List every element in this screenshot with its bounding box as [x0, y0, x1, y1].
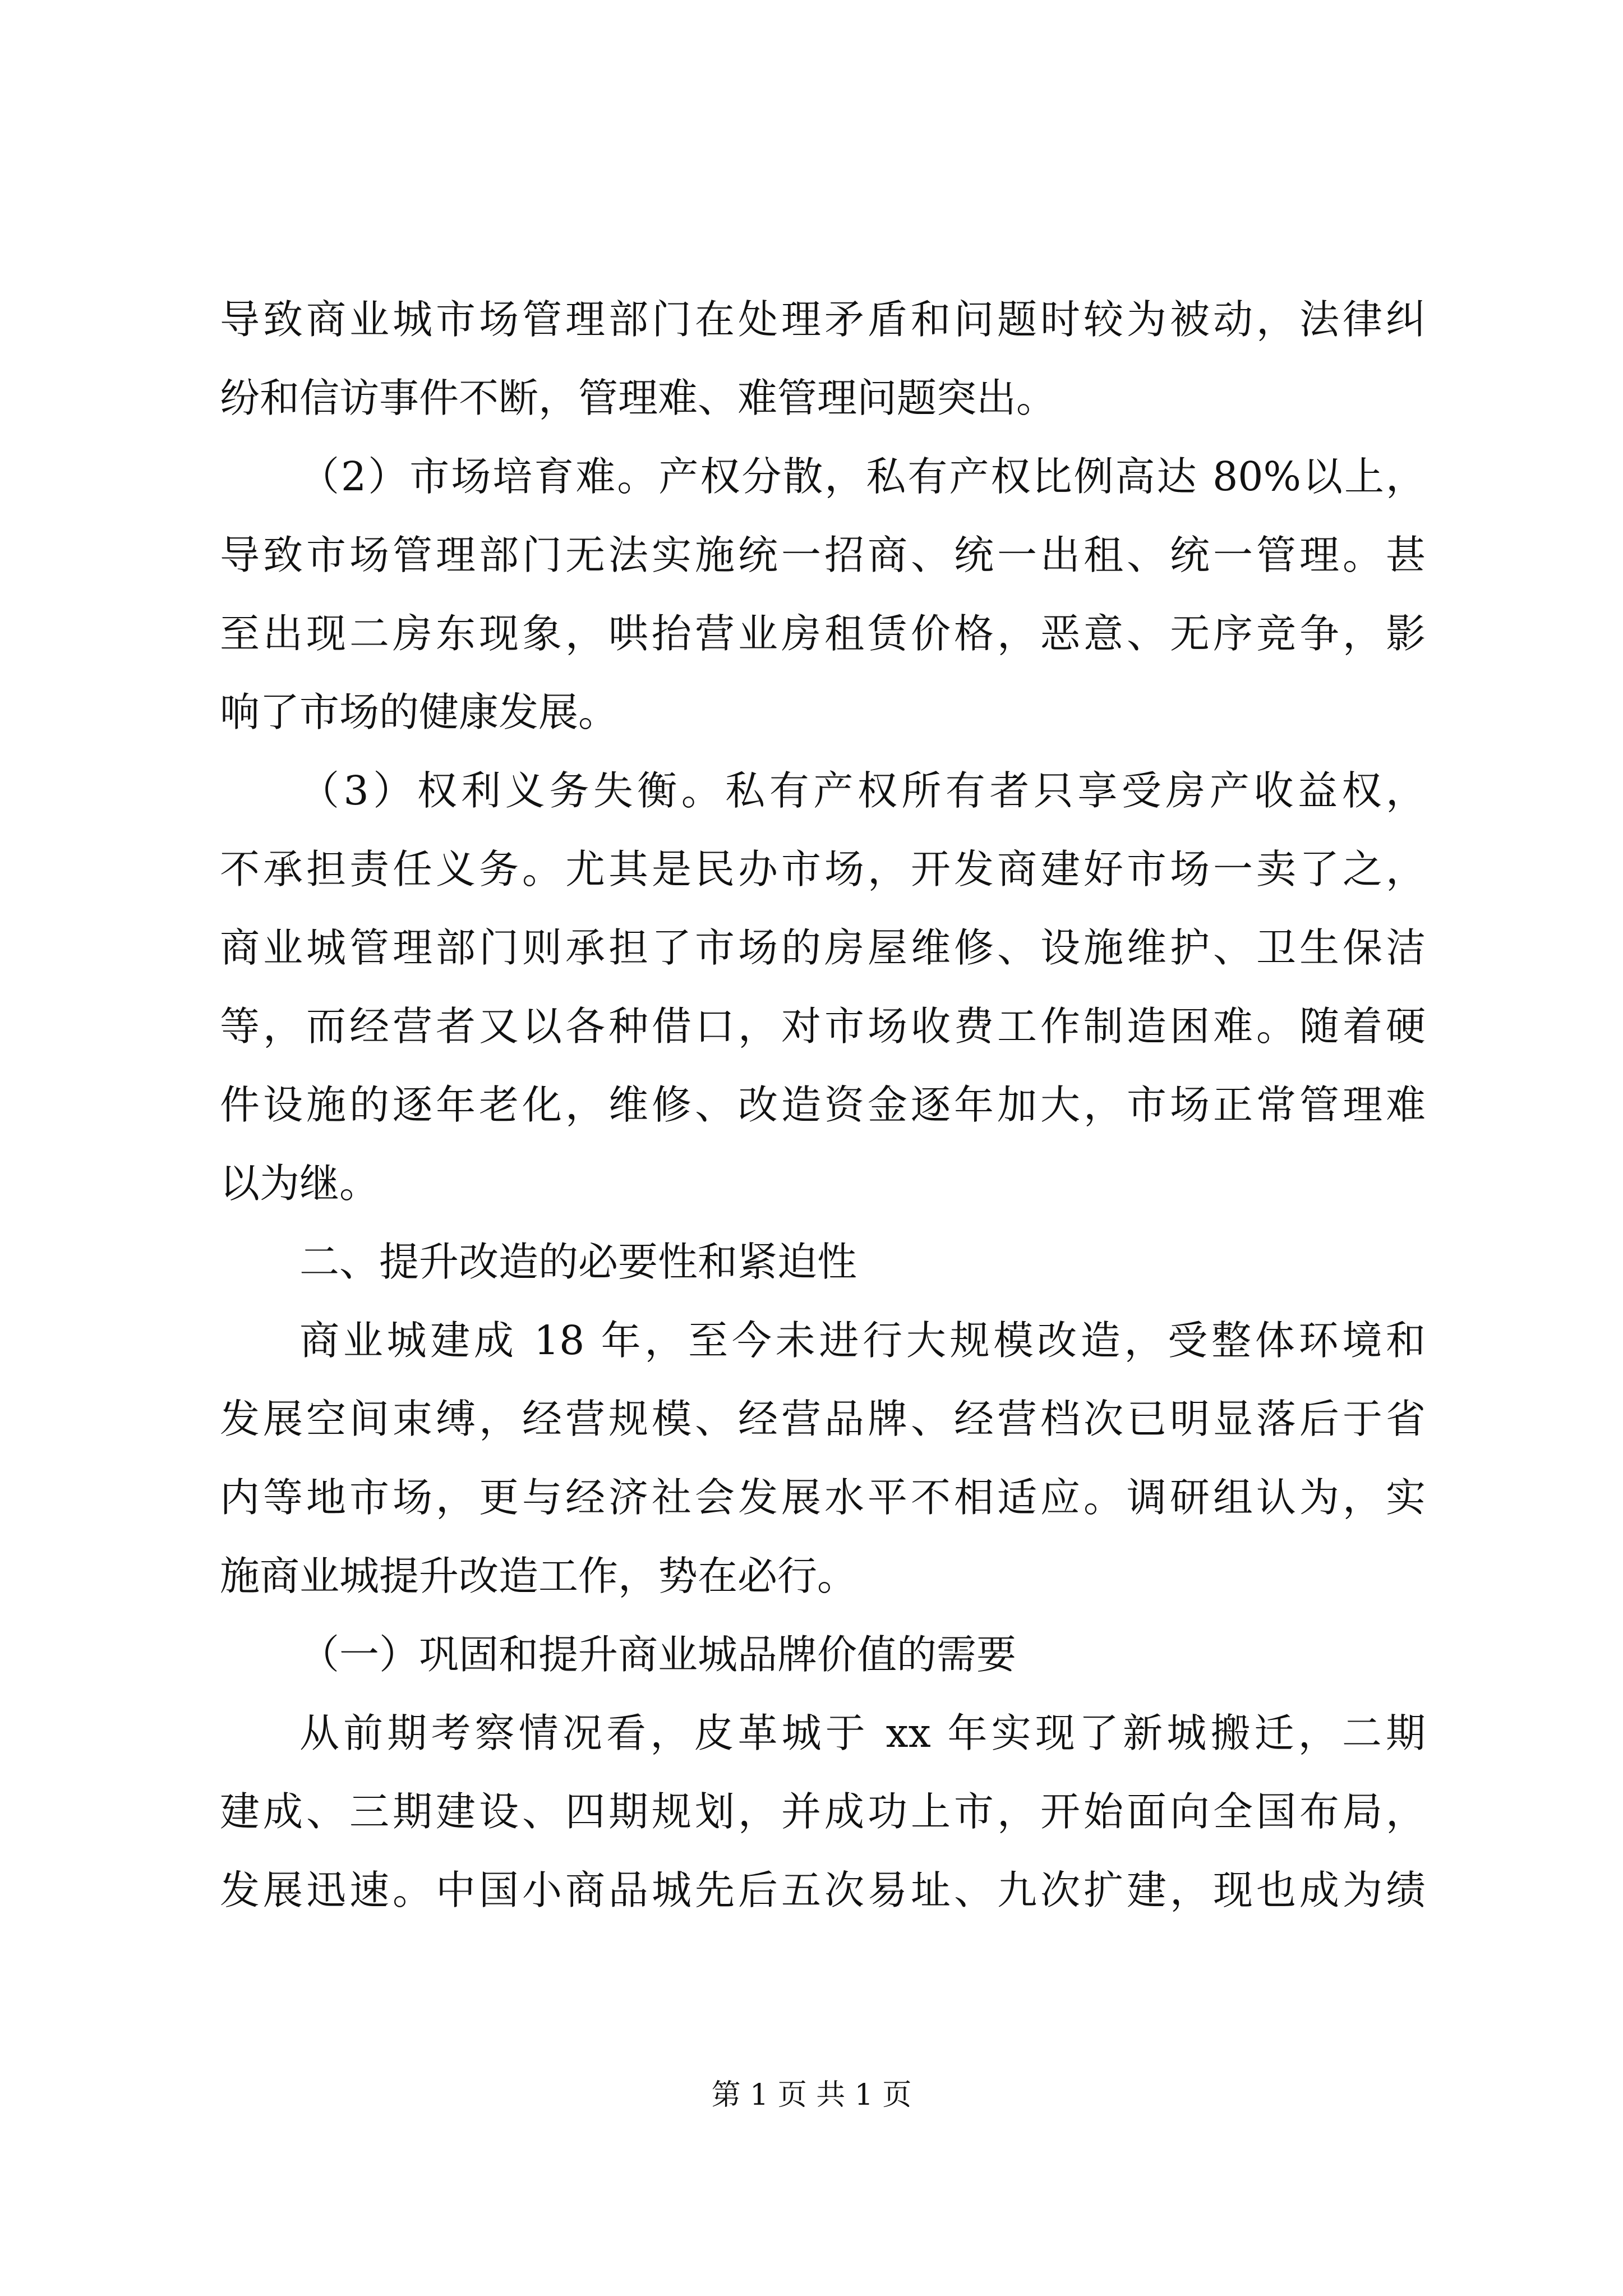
text-line: 导致市场管理部门无法实施统一招商、统一出租、统一管理。甚: [220, 532, 1426, 578]
text-line: 商业城管理部门则承担了市场的房屋维修、设施维护、卫生保洁: [220, 924, 1426, 971]
text-line: （3）权利义务失衡。私有产权所有者只享受房产收益权，: [299, 767, 1426, 814]
text-line: 导致商业城市场管理部门在处理矛盾和问题时较为被动，法律纠: [220, 296, 1426, 343]
subsection-heading: （一）巩固和提升商业城品牌价值的需要: [299, 1631, 1017, 1678]
text-line: 件设施的逐年老化，维修、改造资金逐年加大，市场正常管理难: [220, 1082, 1426, 1128]
text-line: 等，而经营者又以各种借口，对市场收费工作制造困难。随着硬: [220, 1003, 1426, 1050]
text-line: 商业城建成 18 年，至今未进行大规模改造，受整体环境和: [299, 1317, 1426, 1364]
text-line: 响了市场的健康发展。: [220, 689, 619, 735]
section-heading: 二、提升改造的必要性和紧迫性: [299, 1239, 857, 1285]
text-line: 从前期考察情况看，皮革城于 xx 年实现了新城搬迁，二期: [299, 1710, 1426, 1756]
text-line: 至出现二房东现象，哄抬营业房租赁价格，恶意、无序竞争，影: [220, 610, 1426, 657]
text-line: 不承担责任义务。尤其是民办市场，开发商建好市场一卖了之，: [220, 846, 1426, 892]
text-line: 发展空间束缚，经营规模、经营品牌、经营档次已明显落后于省: [220, 1396, 1426, 1442]
text-line: 发展迅速。中国小商品城先后五次易址、九次扩建，现也成为绩: [220, 1867, 1426, 1913]
text-line: （2）市场培育难。产权分散，私有产权比例高达 80%以上，: [299, 453, 1426, 500]
text-line: 建成、三期建设、四期规划，并成功上市，开始面向全国布局，: [220, 1788, 1426, 1835]
page-footer: 第 1 页 共 1 页: [711, 2078, 912, 2112]
text-line: 以为继。: [220, 1160, 380, 1207]
document-body: [220, 280, 1426, 1930]
text-line: 施商业城提升改造工作，势在必行。: [220, 1553, 857, 1599]
text-line: 纷和信访事件不断，管理难、难管理问题突出。: [220, 375, 1057, 421]
text-line: 内等地市场，更与经济社会发展水平不相适应。调研组认为，实: [220, 1474, 1426, 1521]
